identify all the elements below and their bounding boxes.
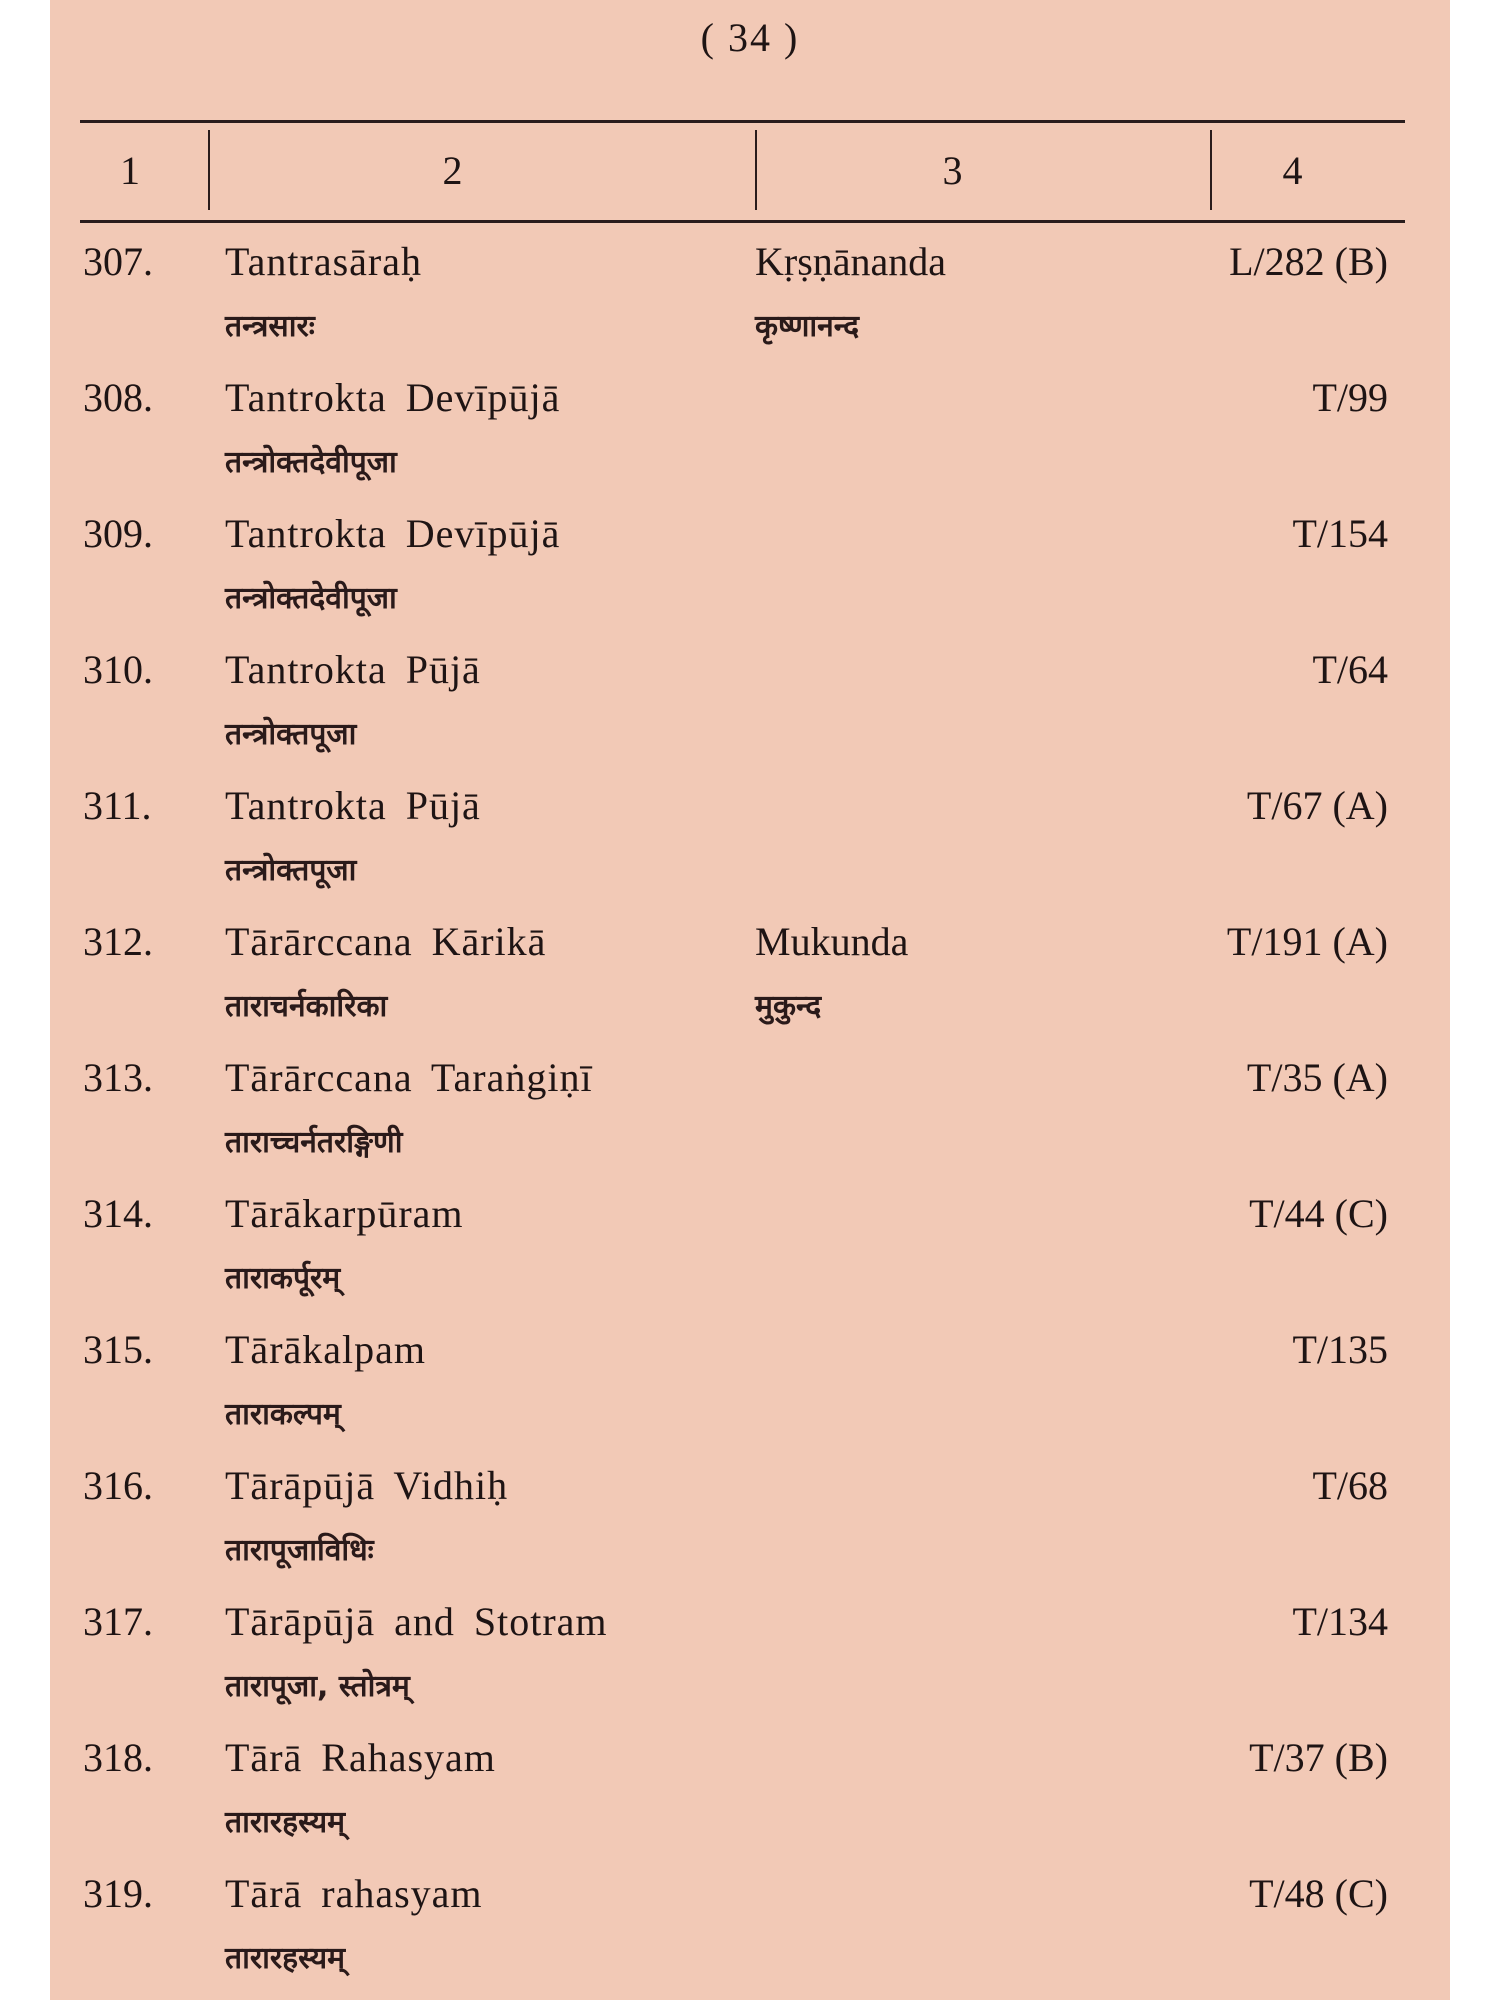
column-header-4: 4 [1282, 148, 1303, 193]
entry-code: T/44 (C) [1249, 1191, 1388, 1236]
entry-title-devanagari: तारापूजाविधिः [225, 1533, 374, 1568]
entry-number: 309. [83, 511, 153, 556]
entry-code: T/64 [1312, 647, 1388, 692]
entry-author: Mukunda [755, 919, 909, 964]
entry-title: Tārā Rahasyam [225, 1735, 496, 1780]
entry-code: T/191 (A) [1226, 919, 1388, 964]
entry-title-devanagari: तारारहस्यम् [225, 1805, 346, 1840]
entry-number: 318. [83, 1735, 153, 1780]
table-row [50, 1588, 1450, 1724]
entry-author-devanagari: मुकुन्द [755, 989, 822, 1024]
table-row [50, 228, 1450, 364]
entry-code: T/67 (A) [1246, 783, 1388, 828]
entry-code: T/35 (A) [1246, 1055, 1388, 1100]
table-row [50, 1860, 1450, 1996]
entry-title: Tantrokta Pūjā [225, 647, 481, 692]
entry-code: T/134 [1292, 1599, 1388, 1644]
entry-number: 313. [83, 1055, 153, 1100]
table-row [50, 1044, 1450, 1180]
table-top-rule [80, 120, 1405, 123]
entry-author-devanagari: कृष्णानन्द [755, 309, 860, 344]
column-divider [1210, 130, 1212, 210]
table-row [50, 1452, 1450, 1588]
table-row [50, 908, 1450, 1044]
catalogue-entries [50, 228, 1450, 1996]
table-row [50, 1180, 1450, 1316]
entry-title-devanagari: तारारहस्यम् [225, 1941, 346, 1976]
entry-title-devanagari: तन्त्रोक्तदेवीपूजा [225, 445, 397, 480]
entry-number: 308. [83, 375, 153, 420]
entry-title-devanagari: ताराचर्नकारिका [225, 989, 388, 1024]
table-row [50, 772, 1450, 908]
entry-title-devanagari: तन्त्रसारः [225, 309, 315, 344]
entry-title: Tārāpūjā and Stotram [225, 1599, 608, 1644]
entry-title: Tantrokta Pūjā [225, 783, 481, 828]
entry-title-devanagari: ताराकर्पूरम् [225, 1261, 341, 1296]
column-divider [208, 130, 210, 210]
column-header-3: 3 [942, 148, 963, 193]
entry-title: Tārārccana Taraṅgiṇī [225, 1055, 593, 1100]
entry-title-devanagari: तारापूजा, स्तोत्रम् [225, 1669, 410, 1704]
entry-code: L/282 (B) [1229, 239, 1388, 284]
entry-number: 307. [83, 239, 153, 284]
entry-title: Tantrasāraḥ [225, 239, 422, 284]
table-row [50, 1316, 1450, 1452]
entry-title-devanagari: तन्त्रोक्तपूजा [225, 717, 357, 752]
entry-title: Tārārccana Kārikā [225, 919, 547, 964]
table-header-row [80, 125, 1405, 217]
entry-code: T/135 [1292, 1327, 1388, 1372]
page-number: ( 34 ) [700, 15, 800, 60]
entry-title: Tārākalpam [225, 1327, 426, 1372]
entry-title: Tārā rahasyam [225, 1871, 483, 1916]
entry-number: 319. [83, 1871, 153, 1916]
entry-code: T/68 [1312, 1463, 1388, 1508]
entry-number: 312. [83, 919, 153, 964]
table-row [50, 1724, 1450, 1860]
entry-number: 315. [83, 1327, 153, 1372]
entry-code: T/154 [1292, 511, 1388, 556]
entry-code: T/37 (B) [1249, 1735, 1388, 1780]
entry-title-devanagari: ताराकल्पम् [225, 1397, 341, 1432]
entry-title: Tārāpūjā Vidhiḥ [225, 1463, 509, 1508]
table-row [50, 636, 1450, 772]
entry-title-devanagari: तन्त्रोक्तदेवीपूजा [225, 581, 397, 616]
entry-title-devanagari: ताराच्चर्नतरङ्गिणी [225, 1125, 403, 1160]
catalogue-page [50, 0, 1450, 2000]
entry-title: Tantrokta Devīpūjā [225, 511, 561, 556]
table-row [50, 500, 1450, 636]
entry-code: T/99 [1312, 375, 1388, 420]
entry-number: 310. [83, 647, 153, 692]
entry-title: Tārākarpūram [225, 1191, 464, 1236]
entry-title: Tantrokta Devīpūjā [225, 375, 561, 420]
column-divider [755, 130, 757, 210]
entry-number: 317. [83, 1599, 153, 1644]
entry-title-devanagari: तन्त्रोक्तपूजा [225, 853, 357, 888]
table-row [50, 364, 1450, 500]
entry-number: 311. [83, 783, 152, 828]
column-header-2: 2 [442, 148, 463, 193]
entry-code: T/48 (C) [1249, 1871, 1388, 1916]
entry-author: Kṛṣṇānanda [755, 239, 947, 284]
entry-number: 316. [83, 1463, 153, 1508]
entry-number: 314. [83, 1191, 153, 1236]
column-header-1: 1 [120, 148, 140, 193]
table-header-rule [80, 220, 1405, 223]
